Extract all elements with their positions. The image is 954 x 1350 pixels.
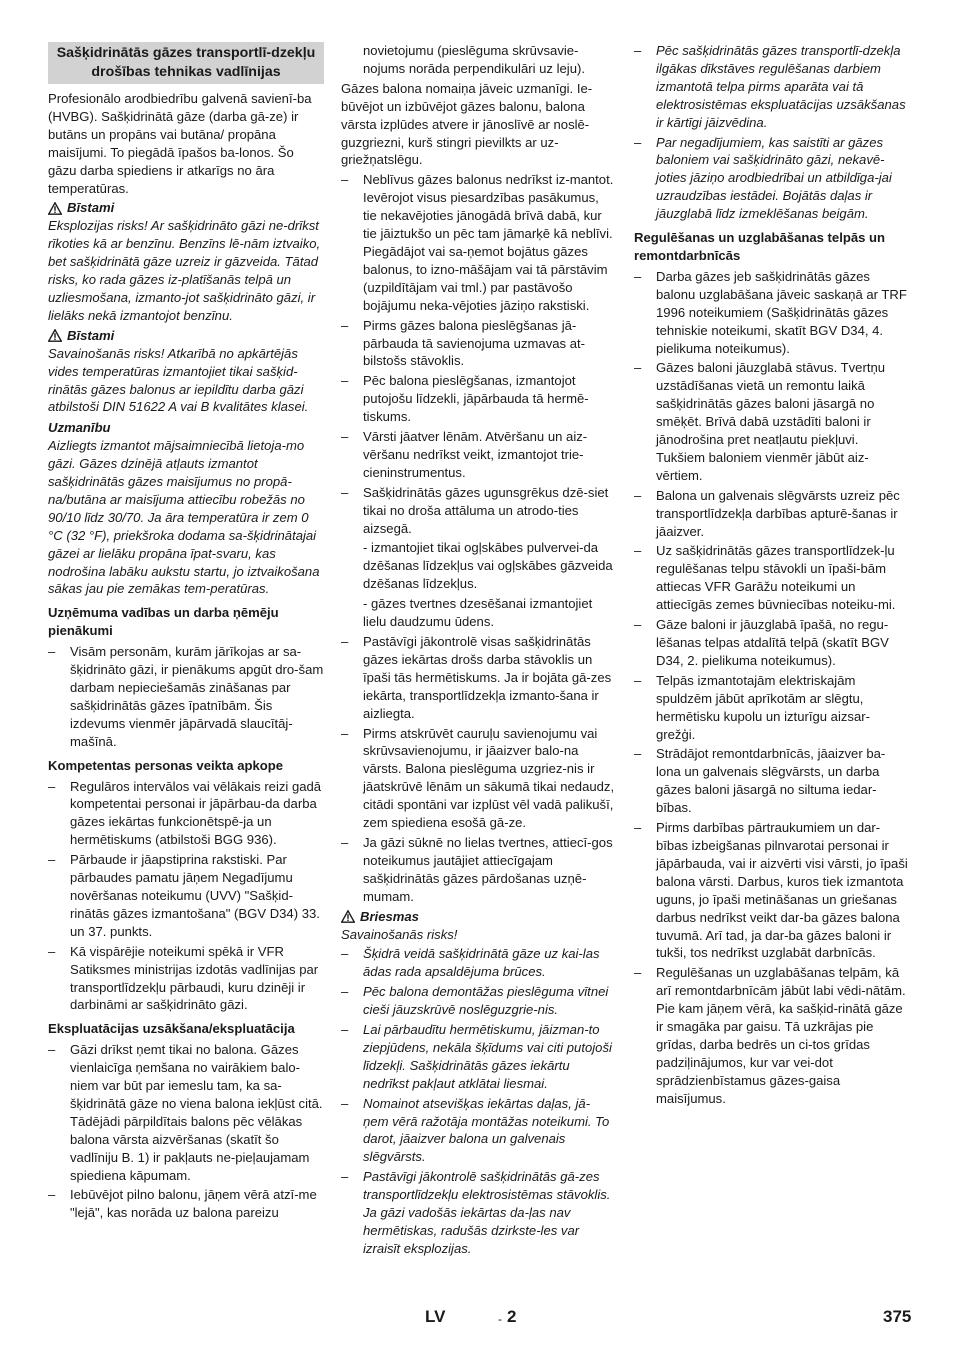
column-3 xyxy=(634,42,909,1110)
warning-label: Bīstami xyxy=(67,327,115,343)
list-item: – Balona un galvenais slēgvārsts uzreiz pēc transportlīdzekļa darbības apturē-šanas ir jāaizver. xyxy=(634,487,909,541)
list-item: – Darba gāzes jeb sašķidrinātās gāzes balonu uzglabāšana jāveic saskaņā ar TRF 1996 noteikumiem (Sašķidrinātās gāzes tehniskie noteikumi, skatīt BGV D34, 4. pielikuma noteikumus). xyxy=(634,268,909,358)
heading-maintenance: Kompetentas personas veikta apkope xyxy=(48,757,284,773)
continued-text: novietojumu (pieslēguma skrūvsavie-nojums norāda perpendikulāri uz leju). xyxy=(363,43,585,76)
paragraph: Gāzes balona nomaiņa jāveic uzmanīgi. Ie-būvējot un izbūvējot gāzes balonu, balona vārsta izplūdes atvere ir jānoslīvē ar noslē-guzgriezni, kurš stingri pievilkts ar uz-griežņatslēgu. xyxy=(341,80,593,168)
intro-paragraph: Profesionālo arodbiedrību galvenā savienī-ba (HVBG). Sašķidrinātā gāze (darba gā-ze) ir butāns un propāns vai butāna/ propāna maisījumi. To piegādā īpašos ba-lonos. Šo gāzu darba spiediens ir atkarīgs no āra temperatūras. xyxy=(48,91,312,196)
list-item: – Kā vispārējie noteikumi spēkā ir VFR Satiksmes ministrijas izdotās vadlīnijas par transportlīdzekļu pārbaudi, kuru dzinēji ir darbināmi ar sašķidrināto gāzi. xyxy=(48,943,324,1015)
danger-heading xyxy=(341,908,615,926)
list-item: – Šķidrā veidā sašķidrinātā gāze uz kai-las ādas rada apsaldējuma brūces. xyxy=(341,945,615,981)
list-item: – Regulēšanas un uzglabāšanas telpām, kā arī remontdarbnīcām jābūt labi vēdi-nātām. Pie kam jāņem vērā, ka sašķid-rinātā gāze ir smagāka par gaisu. Tā uzkrājas pie grīdas, darba bedrēs un ci-tos grīdas padziļinājumos, kur var vei-dot sprādzienbīstamus gāzes-gaisa maisījumus. xyxy=(634,964,909,1107)
danger-label: Briesmas xyxy=(360,908,419,924)
list-item: – Pirms gāzes balona pieslēgšanas jā-pārbauda tā savienojuma uzmavas at-bilstošs stāvoklis. xyxy=(341,317,615,371)
page-number: 375 xyxy=(883,1307,912,1326)
column-2 xyxy=(341,42,615,1260)
sub-item: - izmantojiet tikai ogļskābes pulvervei-da dzēšanas līdzekļus vai ogļskābes gāzveida dzēšanas līdzekļus. xyxy=(363,540,613,592)
footer-section-number: 2 xyxy=(507,1307,517,1326)
list-item: – Pastāvīgi jākontrolē visas sašķidrinātās gāzes iekārtas drošs darba stāvoklis un īpaši tās hermētiskums. Ja ir bojāta gā-zes iekārta, transportlīdzekļa izmanto-šana ir aizliegta. xyxy=(341,633,615,723)
list-item: – Lai pārbaudītu hermētiskumu, jāizman-to ziepjūdens, nekāla šķīdums vai citi putojoši līdzekļi. Sašķidrinātās gāzes iekārtu nedrīkst pakļaut atklātai liesmai. xyxy=(341,1021,615,1093)
list-item: – Pārbaude ir jāapstiprina rakstiski. Par pārbaudes pamatu jāņem Negadījumu novēršanas noteikumu (UVV) "Sašķid-rinātās gāzes izmantošana" (BGV D34) 33. un 37. punkts. xyxy=(48,851,324,941)
list-item: – Gāzi drīkst ņemt tikai no balona. Gāzes vienlaicīga ņemšana no vairākiem balo-niem var būt par iemeslu tam, ka sa-šķidrinātā gāze no viena balona iekļūst citā. Tādējādi pārpildītais balons pēc vēlākas balona vārsta aizvēršanas (skatīt šo vadlīniju B. 1) ir pakļauts ne-pieļaujamam spiediena kāpumam. xyxy=(48,1041,324,1184)
list-item: – Pastāvīgi jākontrolē sašķidrinātās gā-zes transportlīdzekļu elektrosistēmas stāvoklis. Ja gāzi vadošās iekārtas da-ļas nav hermētiskas, radušās dzirkste-les var izraisīt eksplozijas. xyxy=(341,1168,615,1258)
section-title: Sašķidrinātās gāzes transportlī-dzekļu drošības tehnikas vadlīnijas xyxy=(48,42,324,84)
danger-list-continued xyxy=(634,42,909,223)
list-item: – Pēc balona pieslēgšanas, izmantojot putojošu līdzekli, jāpārbauda tā hermē-tiskums. xyxy=(341,372,615,426)
sub-item: - gāzes tvertnes dzesēšanai izmantojiet lielu daudzumu ūdens. xyxy=(363,596,593,630)
list-item: – Ja gāzi sūknē no lielas tvertnes, attiecī-gos noteikumus jautājiet attiecīgajam sašķidrinātās gāzes pārdošanas uzņē-mumam. xyxy=(341,834,615,906)
list-item: – Telpās izmantotajām elektriskajām spuldzēm jābūt aprīkotām ar slēgtu, hermētisku kupolu un izturīgu aizsar-grežģi. xyxy=(634,672,909,744)
caution-text: Aizliegts izmantot mājsaimniecībā lietoja-mo gāzi. Gāzes dzinējā atļauts izmantot sašķidrinātās gāzes maisījumus no propā-na/butāna ar maisījuma attiecību robežās no 90/10 līdz 30/70. Ja āra temperatūra ir zem 0 °C (32 °F), priekšroka dodama sa-šķidrinātajai gāzei ar lielāku propāna īpat-svaru, kas nodrošina labāku aukstu startu, jo iztvaikošana sākas jau pie zemākas tem-peratūras. xyxy=(48,438,320,597)
list-item: – Pirms darbības pārtraukumiem un dar-bības izbeigšanas pilnvarotai personai ir jāpārbauda, vai ir aizvērti visi vārsti, jo īpaši balona vārsti. Darbus, kuros tiek izmantota uguns, jo īpaši metināšanas un griešanas darbus nedrīkst veikt dar-ba gāzes balona tuvumā. Arī tad, ja dar-ba gāzes baloni ir tukši, tos nedrīkst uzglabāt darbnīcās. xyxy=(634,819,909,962)
warning-heading-2 xyxy=(48,327,324,345)
danger-list xyxy=(341,945,615,1257)
warning-triangle-icon xyxy=(48,202,62,215)
list-item: – Visām personām, kurām jārīkojas ar sa-šķidrināto gāzi, ir pienākums apgūt dro-šam darbam nepieciešamās zināšanas par sašķidrinātās gāzes īpatnībām. Šis izdevums vienmēr jāpārvadā slaucītāj-mašīnā. xyxy=(48,643,324,750)
warning-text-2: Savainošanās risks! Atkarībā no apkārtējās vides temperatūras izmantojiet tikai sašķid-rinātās gāzes balonus ar iepildītu darba gāzi atbilstoši DIN 51622 A vai B kvalitātes klasei. xyxy=(48,345,309,415)
heading-duties: Uzņēmuma vadības un darba ņēmēju pienākumi xyxy=(48,605,279,639)
list-item: – Nomainot atsevišķas iekārtas daļas, jā-ņem vērā ražotāja montāžas noteikumi. To darot, jāaizver balona un galvenais slēgvārsts. xyxy=(341,1095,615,1167)
list-item: – Sašķidrinātās gāzes ugunsgrēkus dzē-siet tikai no droša attāluma un atrodo-ties aizsegā. xyxy=(341,484,615,538)
list-item: – Strādājot remontdarbnīcās, jāaizver ba-lona un galvenais slēgvārsts, un darba gāzes baloni jāsargā no siltuma iedar-bības. xyxy=(634,745,909,817)
operation-list xyxy=(48,1041,324,1222)
list-item: – Iebūvējot pilno balonu, jāņem vērā atzī-me "lejā", kas norāda uz balona pareizu xyxy=(48,1186,324,1222)
storage-list xyxy=(634,268,909,1108)
maintenance-list xyxy=(48,778,324,1015)
duties-list xyxy=(48,643,324,750)
danger-text: Savainošanās risks! xyxy=(341,926,458,942)
list-item: – Gāze baloni ir jāuzglabā īpašā, no regu-lēšanas telpas atdalītā telpā (skatīt BGV D34, 2. pielikuma noteikumus). xyxy=(634,616,909,670)
footer-dash: - xyxy=(498,1312,502,1326)
list-item: – Neblīvus gāzes balonus nedrīkst iz-mantot. Ievērojot visus piesardzības pasākumus, tie nekavējoties jānogādā brīvā dabā, kur tie jāiztukšo un pēc tam jāmarķē kā neblīvi. Piegādājot vai sa-ņemot bojātus gāzes balonus, to izno-māšājam vai tā pārstāvim (uzpildītājam vai tml.) par pastāvošo bojājumu neka-vējoties jāziņo rakstiski. xyxy=(341,171,615,314)
warning-triangle-icon xyxy=(48,329,62,342)
list-item: – Pēc sašķidrinātās gāzes transportlī-dzekļa ilgākas dīkstāves regulēšanas darbiem izmantotā telpa pirms aparāta vai tā elektrosistēmas ekspluatācijas uzsākšanas ir kārtīgi jāizvēdina. xyxy=(634,42,909,132)
list-item: – Regulāros intervālos vai vēlākais reizi gadā kompetentai personai ir jāpārbau-da darba gāzes iekārtas funkcionētspē-ja un hermētiskums (atbilstoši BGG 936). xyxy=(48,778,324,850)
list-item: – Gāzes baloni jāuzglabā stāvus. Tvertņu uzstādīšanas vietā un remontu laikā sašķidrinātās gāzes baloni jāsargā no smēķēt. Brīvā dabā uzstādīti baloni ir jānodrošina pret neatļautu piekļuvi. Tukšiem baloniem vienmēr jābūt aiz-vērtiem. xyxy=(634,359,909,484)
list-item: – Pēc balona demontāžas pieslēguma vītnei cieši jāuzskrūvē noslēguzgrie-nis. xyxy=(341,983,615,1019)
caution-label: Uzmanību xyxy=(48,420,111,436)
heading-storage: Regulēšanas un uzglabāšanas telpās un remontdarbnīcās xyxy=(634,230,886,263)
list-item: – Par negadījumiem, kas saistīti ar gāzes baloniem vai sašķidrināto gāzi, nekavē-joties jāziņo arodbiedrībai un atbildīga-jai uzraudzības iestādei. Bojātās daļas ir jāuzglabā līdz izmeklēšanas beigām. xyxy=(634,134,909,224)
list-item: – Vārsti jāatver lēnām. Atvēršanu un aiz-vēršanu nedrīkst veikt, izmantojot trie-cieninstrumentus. xyxy=(341,428,615,482)
column-1 xyxy=(48,42,324,1224)
footer-language: LV xyxy=(425,1307,446,1326)
operation-list-2 xyxy=(341,633,615,906)
heading-operation: Ekspluatācijas uzsākšana/ekspluatācija xyxy=(48,1021,295,1037)
warning-heading-1 xyxy=(48,199,324,217)
list-item: – Pirms atskrūvēt cauruļu savienojumu vai skrūvsavienojumu, ir jāaizver balo-na vārsts. Balona pieslēguma uzgriez-nis ir jāatskrūvē lēnām un sākumā tikai nedaudz, citādi spontāni var izplūst vēl vadā palikušī, zem spiediena esošā gā-ze. xyxy=(341,725,615,832)
list-item: – Uz sašķidrinātās gāzes transportlīdzek-ļu regulēšanas telpu stāvokli un īpaši-bām attiecas VFR Garāžu noteikumi un attiecīgās zemes būvniecības noteiku-mi. xyxy=(634,542,909,614)
warning-text-1: Eksplozijas risks! Ar sašķidrināto gāzi ne-drīkst rīkoties kā ar benzīnu. Benzīns lē-nām iztvaiko, bet sašķidrinātā gāze uzreiz ir gāzveida. Tātad risks, ko rada gāzes iz-platīšanās telpā un uzliesmošana, izmanto-jot sašķidrināto gāzi, ir lielāks nekā izmantojot benzīnu. xyxy=(48,218,321,323)
warning-label: Bīstami xyxy=(67,200,115,216)
operation-list-continued xyxy=(341,171,615,537)
warning-triangle-icon xyxy=(341,910,355,923)
